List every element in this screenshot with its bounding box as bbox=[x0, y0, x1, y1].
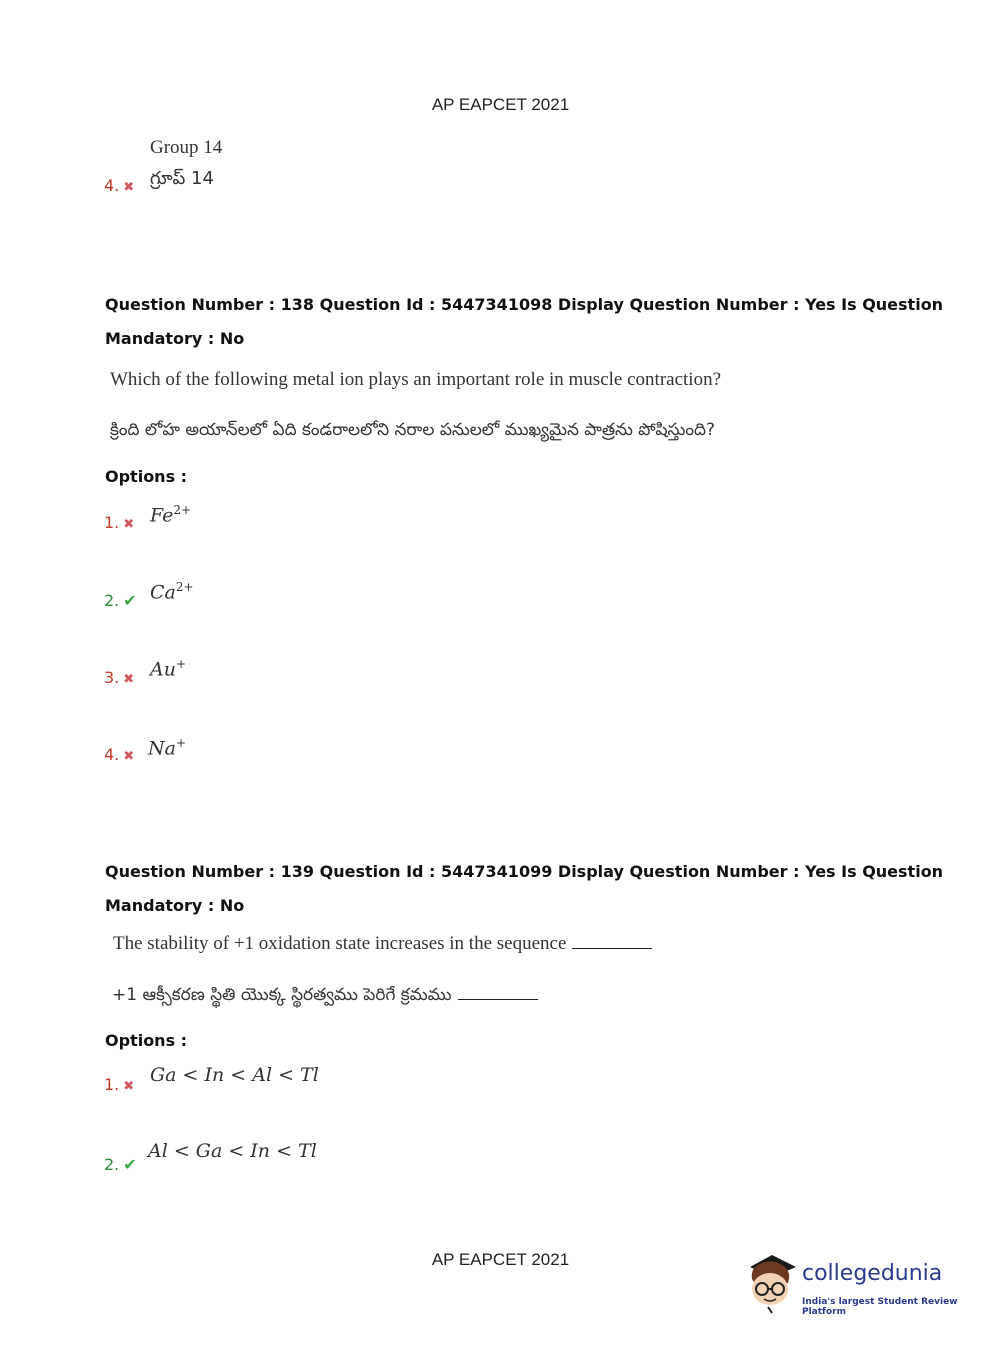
formula-charge: 2+ bbox=[175, 580, 194, 594]
option-text: Al < Ga < In < Tl bbox=[148, 1140, 317, 1162]
option-text: Ga < In < Al < Tl bbox=[150, 1064, 319, 1086]
mascot-icon bbox=[742, 1249, 800, 1315]
option-2 bbox=[104, 591, 137, 611]
formula-base: Ca bbox=[150, 581, 176, 604]
option-1 bbox=[104, 1075, 134, 1095]
question-text-te bbox=[112, 985, 538, 1009]
formula-charge: + bbox=[175, 657, 187, 671]
option-2 bbox=[104, 1155, 137, 1175]
option-text bbox=[150, 503, 191, 526]
formula-base: Na bbox=[148, 737, 176, 760]
option-text bbox=[150, 580, 194, 603]
check-icon: ✔ bbox=[123, 1157, 137, 1174]
option-number: 4. bbox=[104, 176, 120, 195]
question-text-en: Which of the following metal ion plays an important role in muscle contraction? bbox=[110, 369, 721, 390]
option-4 bbox=[104, 745, 134, 765]
question-text: +1 ఆక్సీకరణ స్థితి యొక్క స్థిరత్వము పెరిగే క్రమము bbox=[112, 985, 452, 1005]
option-1 bbox=[104, 513, 134, 533]
option-number: 2. bbox=[104, 1155, 120, 1174]
formula-charge: 2+ bbox=[173, 503, 192, 517]
logo-tagline: India's largest Student Review Platform bbox=[802, 1297, 958, 1317]
cross-icon: ✖ bbox=[123, 671, 135, 686]
prev-option-text-te: గ్రూప్ 14 bbox=[150, 168, 214, 189]
page-footer: AP EAPCET 2021 bbox=[431, 1250, 570, 1269]
cross-icon: ✖ bbox=[123, 748, 135, 763]
option-text bbox=[148, 736, 186, 759]
cross-icon: ✖ bbox=[123, 1078, 135, 1093]
formula-base: Fe bbox=[150, 504, 174, 527]
option-text bbox=[150, 657, 186, 680]
answer-blank bbox=[458, 998, 538, 1000]
question-text: The stability of +1 oxidation state increases in the sequence bbox=[113, 933, 567, 954]
question-header: Question Number : 138 Question Id : 5447341098 Display Question Number : Yes Is Question bbox=[105, 295, 944, 314]
logo-name: collegedunia bbox=[802, 1261, 943, 1286]
option-3 bbox=[104, 668, 134, 688]
option-number: 2. bbox=[104, 591, 120, 610]
question-mandatory: Mandatory : No bbox=[105, 329, 245, 348]
question-text-te: క్రింది లోహ అయాన్‌లలో ఏది కండరాలలోని నరాల పనులలో ముఖ్యమైన పాత్రను పోషిస్తుంది? bbox=[110, 420, 715, 440]
collegedunia-logo bbox=[742, 1249, 972, 1319]
option-number: 1. bbox=[104, 513, 120, 532]
formula-charge: + bbox=[175, 736, 187, 750]
cross-icon: ✖ bbox=[123, 516, 135, 531]
question-text-en bbox=[113, 933, 652, 955]
answer-blank bbox=[572, 947, 652, 949]
options-label: Options : bbox=[105, 467, 188, 486]
check-icon: ✔ bbox=[123, 593, 137, 610]
formula-base: Au bbox=[150, 658, 176, 681]
cross-icon: ✖ bbox=[123, 179, 135, 194]
prev-option-text-en: Group 14 bbox=[150, 137, 223, 158]
question-mandatory: Mandatory : No bbox=[105, 896, 245, 915]
option-number: 1. bbox=[104, 1075, 120, 1094]
option-number: 3. bbox=[104, 668, 120, 687]
options-label: Options : bbox=[105, 1031, 188, 1050]
option-number: 4. bbox=[104, 745, 120, 764]
question-header: Question Number : 139 Question Id : 5447341099 Display Question Number : Yes Is Question bbox=[105, 862, 944, 881]
page-header: AP EAPCET 2021 bbox=[431, 95, 570, 114]
prev-option-4 bbox=[104, 176, 134, 196]
